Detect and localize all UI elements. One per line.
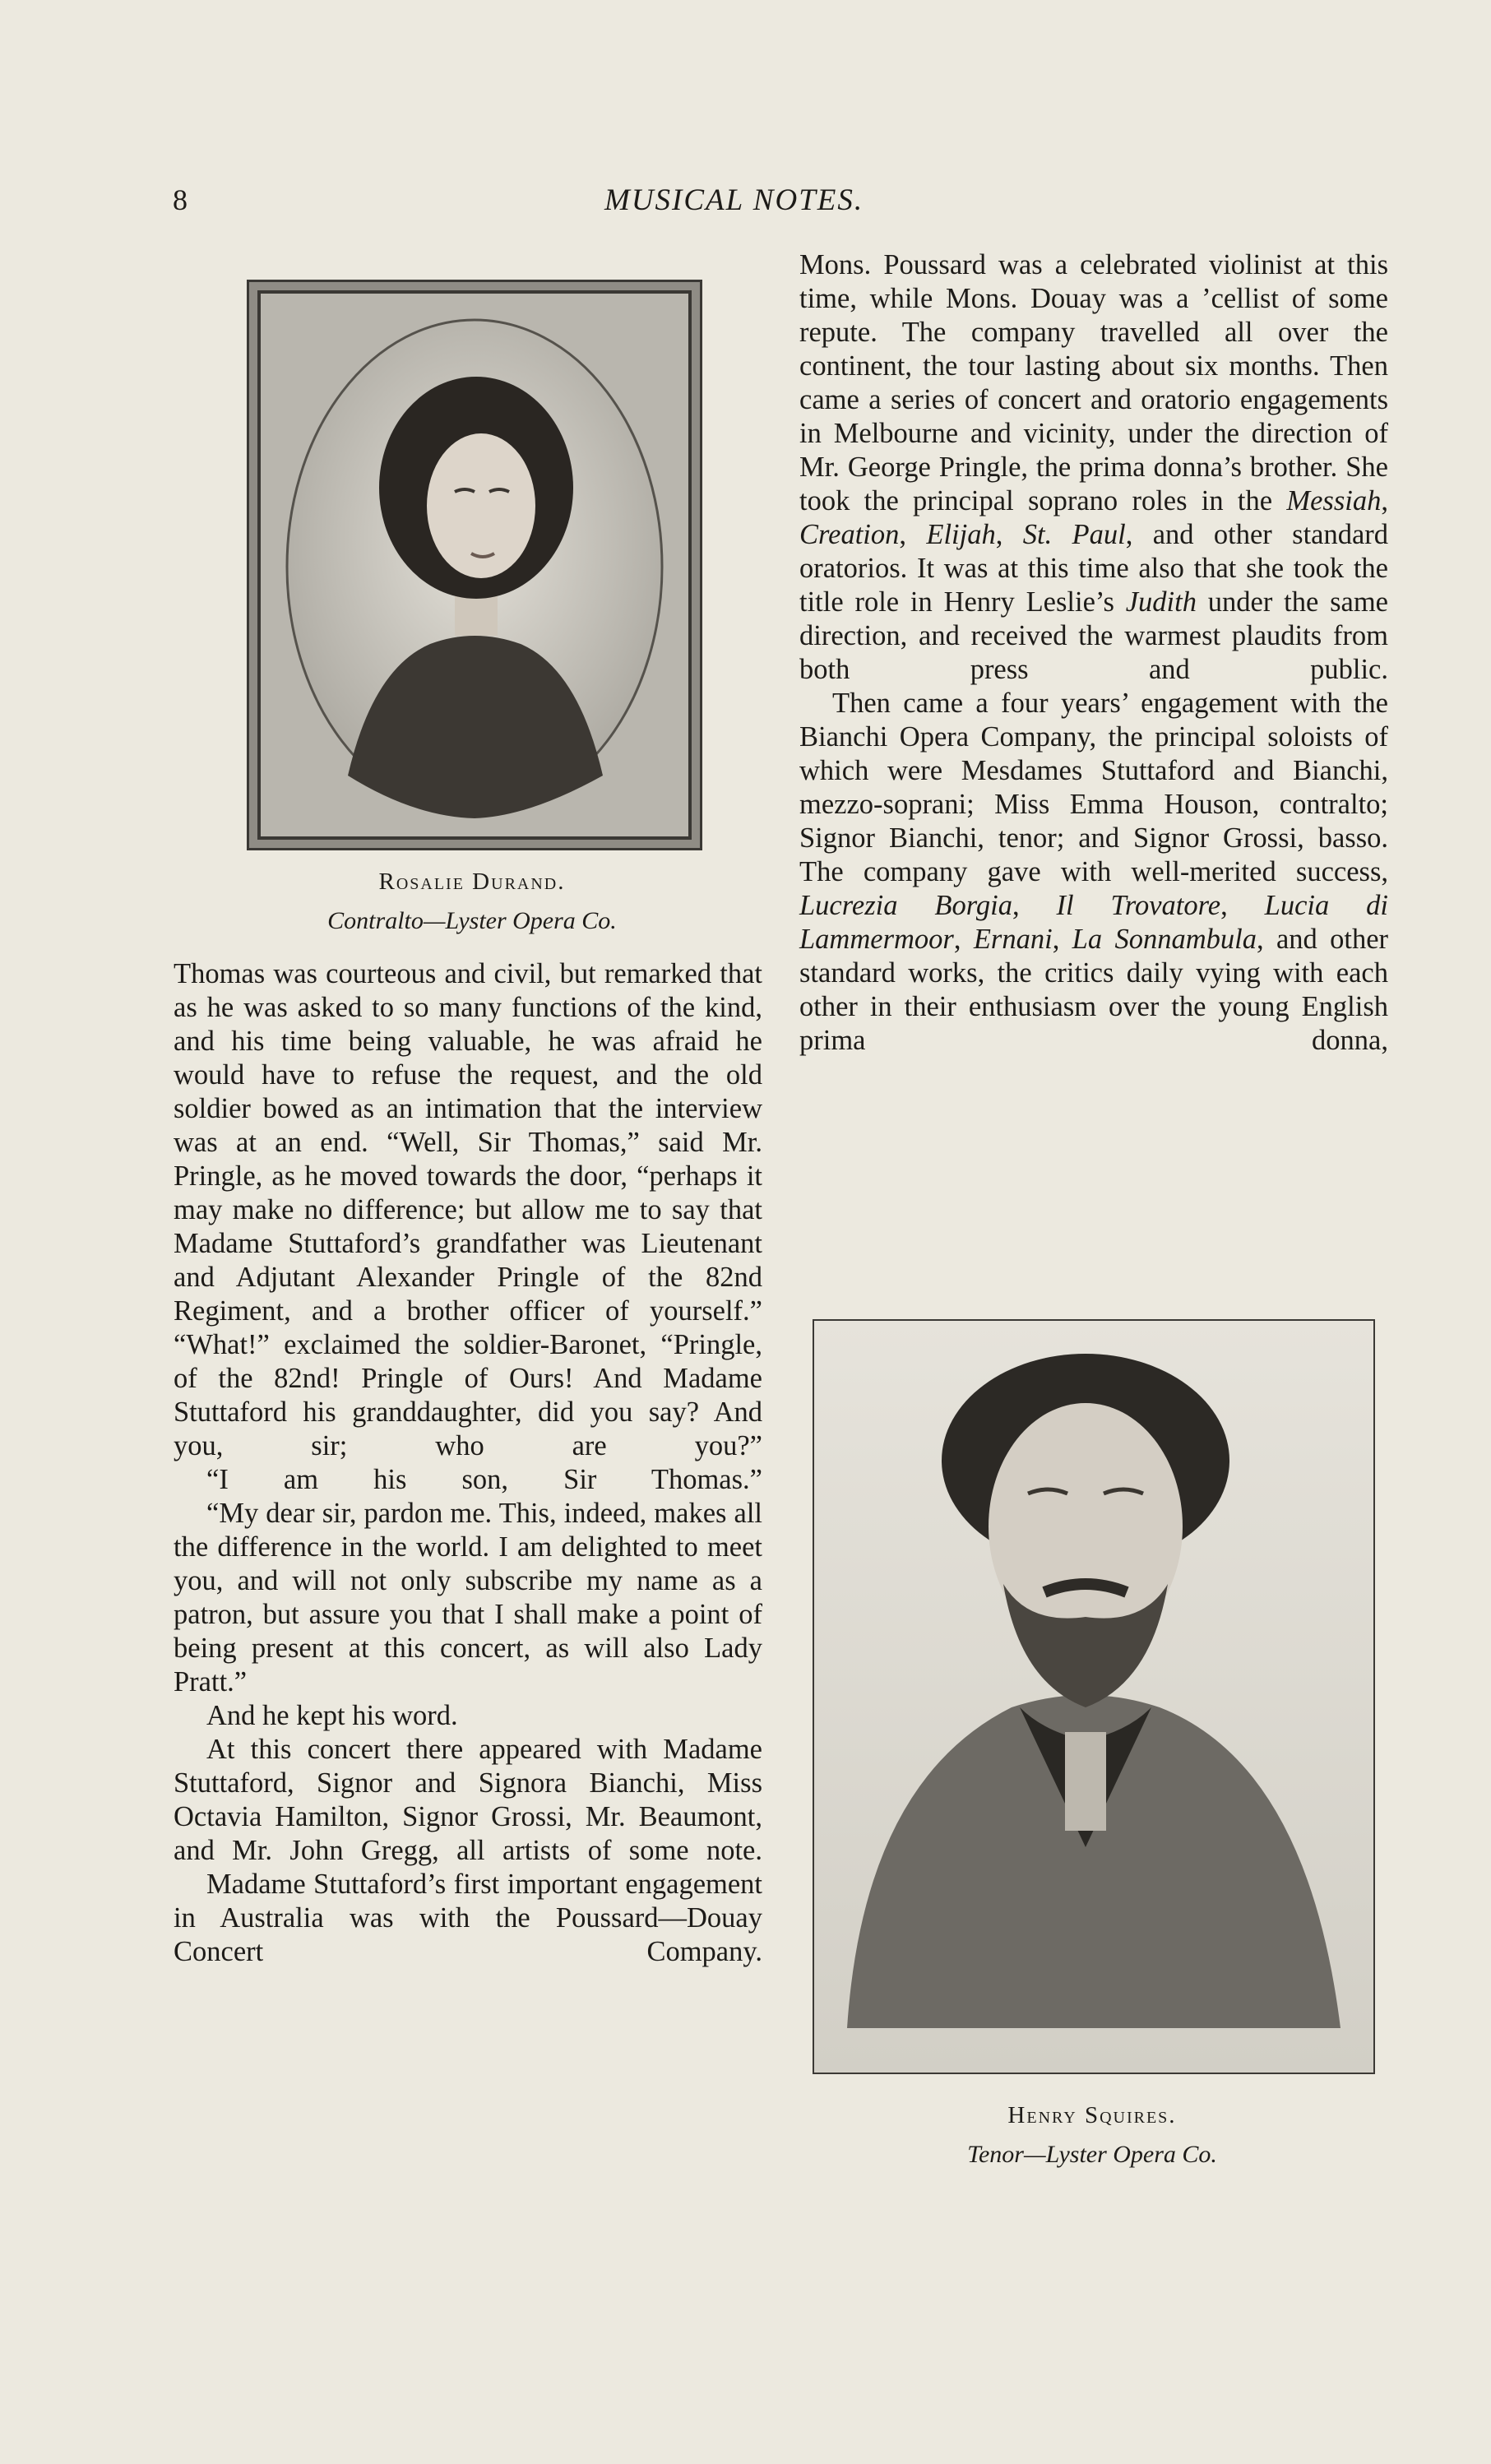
work-title: La Sonnambula	[1072, 924, 1257, 955]
caption-name: Henry Squires.	[1007, 2102, 1177, 2128]
page-number: 8	[173, 183, 188, 216]
work-title: Il Trovatore	[1056, 890, 1221, 921]
work-title: Ernani	[973, 924, 1053, 955]
work-title: Lucia di Lammermoor	[799, 890, 1388, 955]
work-title: Creation	[799, 519, 900, 550]
running-title: MUSICAL NOTES.	[604, 183, 864, 217]
text-run: ,	[1220, 890, 1265, 921]
text-run: ,	[1381, 485, 1388, 516]
caption-role: Tenor—Lyster Opera Co.	[967, 2141, 1217, 2168]
paragraph	[799, 687, 1388, 1058]
portrait-henry-squires	[813, 1319, 1375, 2074]
text-run: ,	[1012, 890, 1057, 921]
paragraph: “I am his son, Sir Thomas.”	[206, 1464, 762, 1495]
paragraph: “My dear sir, pardon me. This, indeed, makes all the difference in the world. I am delighted to meet you, and will not only subscribe my name as a patron, but assure you that I shall make a point of being present at this concert, as will also Lady Pratt.”	[174, 1498, 762, 1697]
paragraph: At this concert there appeared with Madame Stuttaford, Signor and Signora Bianchi, Miss Octavia Hamilton, Signor Grossi, Mr. Beaumont, and Mr. John Gregg, all artists of some note.	[174, 1734, 762, 1866]
portrait-image	[814, 1321, 1373, 2073]
work-title: Messiah	[1286, 485, 1382, 516]
paragraph: And he kept his word.	[206, 1700, 458, 1731]
paragraph: Madame Stuttaford’s first important engagement in Australia was with the Poussard—Douay Concert Company.	[174, 1869, 762, 1967]
work-title: St. Paul	[1022, 519, 1126, 550]
right-column	[799, 248, 1388, 1058]
work-title: Elijah	[926, 519, 996, 550]
portrait-rosalie-durand	[247, 280, 702, 850]
paragraph	[799, 248, 1388, 687]
text-run: ,	[899, 519, 927, 550]
text-run: Mons. Poussard was a celebrated violinist at this time, while Mons. Douay was a ’cellist of some repute. The company travelled all over the continent, the tour lasting about six months. Then came a series of concert and oratorio engagements in Melbourne and vicinity, under the direction of Mr. George Pringle, the prima donna’s brother. She took the principal soprano roles in the	[799, 249, 1388, 516]
text-run: ,	[995, 519, 1023, 550]
work-title: Judith	[1125, 586, 1197, 618]
left-column	[174, 957, 762, 1969]
text-run: under the same direction, and received the warmest plaudits from both press and public.	[799, 586, 1388, 685]
text-run: Then came a four years’ engagement with the Bianchi Opera Company, the principal soloists of which were Mesdames Stuttaford and Bianchi, mezzo-soprani; Miss Emma Houson, contralto; Signor Bianchi, tenor; and Signor Grossi, basso. The company gave with well-merited success,	[799, 688, 1388, 887]
text-run: ,	[1052, 924, 1072, 955]
running-head	[173, 183, 1324, 224]
text-run: , and other standard oratorios. It was at this time also that she took the title role in Henry Leslie’s	[799, 519, 1389, 618]
paragraph: Thomas was courteous and civil, but remarked that as he was asked to so many functions of the kind, and his time being valuable, he was afraid he would have to refuse the request, and the old soldier bowed as an intimation that the interview was at an end. “Well, Sir Thomas,” said Mr. Pringle, as he moved towards the door, “perhaps it may make no difference; but allow me to say that Madame Stuttaford’s grandfather was Lieutenant and Adjutant Alexander Pringle of the 82nd Regiment, and a brother officer of yourself.” “What!” exclaimed the soldier-Baronet, “Pringle, of the 82nd! Pringle of Ours! And Madame Stuttaford his granddaughter, did you say? And you, sir; who are you?”	[174, 958, 762, 1461]
caption-role: Contralto—Lyster Opera Co.	[327, 907, 617, 934]
caption-henry-squires	[813, 2102, 1372, 2169]
work-title: Lucrezia Borgia	[799, 890, 1012, 921]
text-run: ,	[953, 924, 974, 955]
caption-name: Rosalie Durand.	[378, 868, 566, 895]
caption-rosalie-durand	[247, 868, 697, 935]
text-run: , and other standard works, the critics daily vying with each other in their enthusiasm over the young English prima donna,	[799, 924, 1389, 1056]
portrait-image	[249, 282, 700, 848]
